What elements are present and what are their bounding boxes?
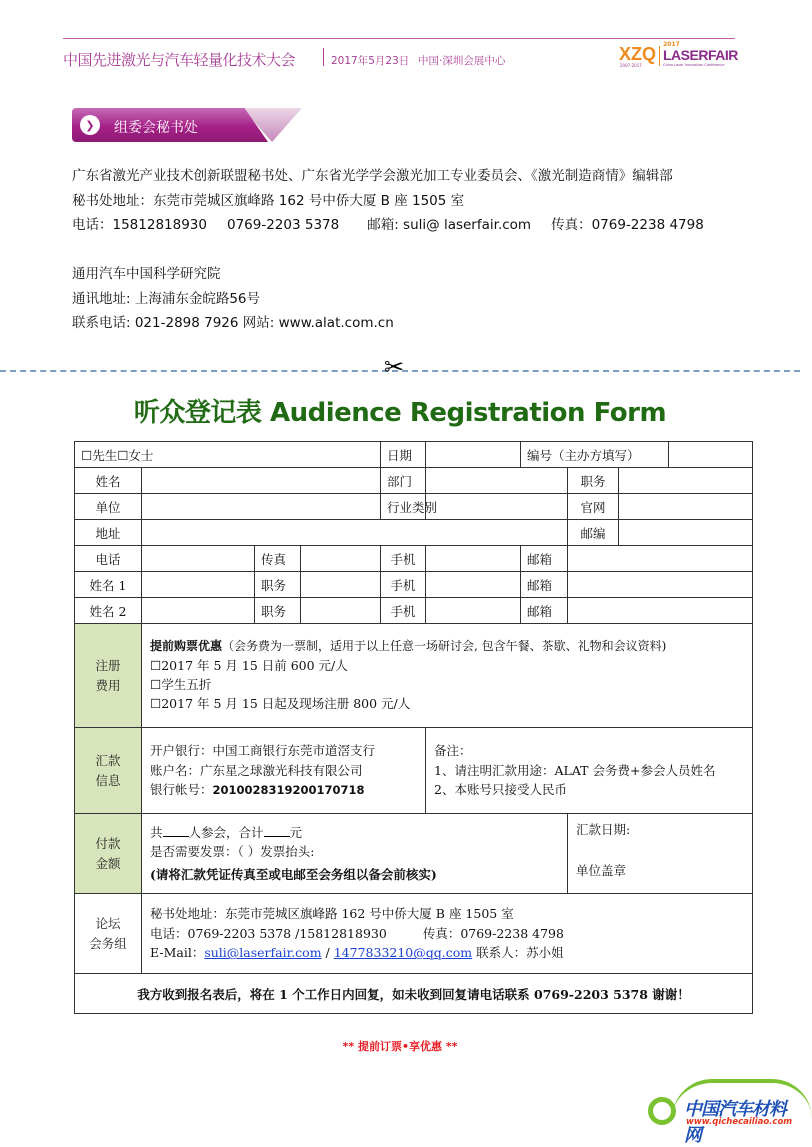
notes-title: 备注： bbox=[434, 743, 472, 759]
form-title: 听众登记表 Audience Registration Form bbox=[133, 398, 667, 428]
forum-fax: 传真：0769-2238 4798 bbox=[422, 925, 564, 941]
date-label: 日期 bbox=[381, 442, 426, 468]
position-label: 职务 bbox=[568, 468, 619, 494]
position-input[interactable] bbox=[619, 468, 753, 494]
attendee-mobile-input[interactable] bbox=[426, 598, 521, 624]
website-label: 官网 bbox=[568, 494, 619, 520]
forum-label-2: 会务组 bbox=[89, 935, 127, 951]
footer-note: 我方收到报名表后，将在 1 个工作日内回复，如未收到回复请电话联系 0769-2203 5378 谢谢！ bbox=[75, 974, 753, 1014]
email-link-qq[interactable]: 1477833210@qq.com bbox=[333, 945, 473, 961]
invoice-question: 是否需要发票：（ ）发票抬头: bbox=[150, 844, 315, 860]
account-name: 账户名：广东星之球激光科技有限公司 bbox=[150, 762, 363, 778]
email-separator: / bbox=[321, 945, 334, 961]
postcode-label: 邮编 bbox=[568, 520, 619, 546]
contact-label: 电话 bbox=[75, 546, 142, 572]
phone-mobile: 15812818930 bbox=[112, 217, 207, 233]
attendee-email-label: 邮箱 bbox=[521, 572, 568, 598]
attendee-email-input[interactable] bbox=[568, 572, 753, 598]
form-row-address bbox=[75, 520, 753, 546]
conference-date: 2017年5月23日 bbox=[331, 55, 410, 67]
attendee-position-input[interactable] bbox=[301, 572, 381, 598]
form-row-name bbox=[75, 468, 753, 494]
forum-label-1: 论坛 bbox=[95, 915, 121, 931]
attendee-position-label: 职务 bbox=[255, 572, 301, 598]
attendee-label: 姓名 2 bbox=[75, 598, 142, 624]
remit-notes bbox=[426, 728, 753, 814]
fee-label bbox=[75, 624, 142, 728]
attendee-count-blank[interactable] bbox=[163, 825, 189, 837]
payment-label-2: 金额 bbox=[95, 855, 121, 871]
chevron-right-icon: ❯ bbox=[80, 115, 100, 135]
note-2: 2、本账号只接受人民币 bbox=[434, 782, 568, 798]
forum-address: 秘书处地址：东莞市莞城区旗峰路 162 号中侨大厦 B 座 1505 室 bbox=[150, 906, 514, 922]
conference-title: 中国先进激光与汽车轻量化技术大会 bbox=[63, 51, 296, 69]
company-label: 单位 bbox=[75, 494, 142, 520]
attendee-email-label: 邮箱 bbox=[521, 598, 568, 624]
contact-label-3: 手机 bbox=[381, 546, 426, 572]
attendee-name-input[interactable] bbox=[142, 598, 255, 624]
contact-label-2: 传真 bbox=[255, 546, 301, 572]
form-row-fee bbox=[75, 624, 753, 728]
account-no-label: 银行帐号： bbox=[150, 781, 213, 797]
number-input[interactable] bbox=[669, 442, 753, 468]
banner-label: 组委会秘书处 bbox=[114, 120, 198, 136]
site-name: 中国汽车材料网 bbox=[684, 1099, 786, 1146]
promo-banner: ** 提前订票•享优惠 ** bbox=[342, 1040, 458, 1053]
email-link-laserfair[interactable]: suli@laserfair.com bbox=[204, 945, 322, 961]
attendee-label: 姓名 1 bbox=[75, 572, 142, 598]
fee-details bbox=[142, 624, 753, 728]
qichecailiao-logo bbox=[640, 1075, 800, 1146]
org1-address: 秘书处地址：东莞市莞城区旗峰路 162 号中侨大厦 B 座 1505 室 bbox=[72, 193, 465, 209]
attendee-position-input[interactable] bbox=[301, 598, 381, 624]
bank-name: 开户银行：中国工商银行东莞市道滘支行 bbox=[150, 743, 376, 759]
forum-label bbox=[75, 894, 142, 974]
fee-option-student[interactable]: ☐学生五折 bbox=[150, 677, 212, 693]
attendee-email-input[interactable] bbox=[568, 598, 753, 624]
secretariat-banner bbox=[72, 108, 302, 144]
fax: 传真：0769-2238 4798 bbox=[551, 217, 704, 233]
fee-heading: 提前购票优惠 bbox=[150, 639, 223, 654]
org2-contact: 联系电话: 021-2898 7926 网站: www.alat.com.cn bbox=[72, 315, 394, 331]
q-ring-icon bbox=[648, 1097, 676, 1125]
org2-name: 通用汽车中国科学研究院 bbox=[72, 266, 221, 282]
site-url: www.qichecailiao.com bbox=[686, 1117, 793, 1127]
payment-text-a: 共 bbox=[150, 824, 163, 840]
form-row-remit bbox=[75, 728, 753, 814]
forum-contact: 联系人：苏小姐 bbox=[472, 945, 564, 961]
date-input[interactable] bbox=[426, 442, 521, 468]
forum-phone: 电话：0769-2203 5378 /15812818930 bbox=[150, 925, 387, 941]
logo-xzq: XZQ bbox=[619, 44, 657, 64]
header-rule bbox=[63, 38, 735, 39]
fee-option-onsite[interactable]: ☐2017 年 5 月 15 日起及现场注册 800 元/人 bbox=[150, 696, 411, 712]
form-row-forum bbox=[75, 894, 753, 974]
salutation-cell[interactable] bbox=[75, 442, 381, 468]
form-row-attendee-1 bbox=[75, 572, 753, 598]
remit-label bbox=[75, 728, 142, 814]
header-separator bbox=[323, 48, 324, 66]
payment-label bbox=[75, 814, 142, 894]
scissors-icon: ✂ bbox=[384, 353, 405, 381]
forum-email-label: E-Mail： bbox=[150, 945, 205, 961]
form-row-company bbox=[75, 494, 753, 520]
payment-side bbox=[568, 814, 753, 894]
payment-label-1: 付款 bbox=[95, 835, 121, 851]
attendee-mobile-input[interactable] bbox=[426, 572, 521, 598]
fee-label-2: 费用 bbox=[95, 677, 121, 693]
note-1: 1、请注明汇款用途：ALAT 会务费+参会人员姓名 bbox=[434, 762, 716, 778]
payment-text-c: 元 bbox=[289, 824, 303, 840]
email: 邮箱: suli@ laserfair.com bbox=[367, 217, 532, 233]
attendee-position-label: 职务 bbox=[255, 598, 301, 624]
form-row-payment bbox=[75, 814, 753, 894]
fee-label-1: 注册 bbox=[95, 657, 121, 673]
name-input[interactable] bbox=[142, 468, 381, 494]
payment-text-b: 人参会，合计 bbox=[188, 824, 264, 840]
logo-brand: LASERFAIR bbox=[663, 47, 738, 63]
contact-label-4: 邮箱 bbox=[521, 546, 568, 572]
payment-instruction: (请将汇款凭证传真至或电邮至会务组以备会前核实) bbox=[150, 866, 437, 882]
total-amount-blank[interactable] bbox=[264, 825, 290, 837]
conference-venue: 中国·深圳会展中心 bbox=[418, 55, 506, 67]
industry-label: 行业类别 bbox=[381, 494, 426, 520]
logo-xzq-years: 2007-2017 bbox=[620, 63, 642, 68]
name-label: 姓名 bbox=[75, 468, 142, 494]
form-row-footer bbox=[75, 974, 753, 1014]
logo-subtitle: China Laser Innovation Conference bbox=[663, 63, 725, 67]
attendee-name-input[interactable] bbox=[142, 572, 255, 598]
org1-name: 广东省激光产业技术创新联盟秘书处、广东省光学学会激光加工专业委员会、《激光制造商情》编辑部 bbox=[72, 168, 673, 184]
remit-label-2: 信息 bbox=[95, 772, 121, 788]
website-input[interactable] bbox=[619, 494, 753, 520]
fee-heading-note: （会务费为一票制，适用于以上任意一场研讨会, 包含午餐、茶歇、礼物和会议资料) bbox=[222, 639, 667, 654]
postcode-input[interactable] bbox=[619, 520, 753, 546]
remit-date-label: 汇款日期: bbox=[576, 822, 631, 837]
attendee-mobile-label: 手机 bbox=[381, 598, 426, 624]
dept-input[interactable] bbox=[426, 468, 568, 494]
form-row-salutation bbox=[75, 442, 753, 468]
contact-input-3[interactable] bbox=[426, 546, 521, 572]
registration-form bbox=[74, 441, 753, 1014]
seal-label: 单位盖章 bbox=[576, 863, 627, 879]
fee-option-early[interactable]: ☐2017 年 5 月 15 日前 600 元/人 bbox=[150, 657, 348, 673]
industry-input[interactable] bbox=[426, 494, 568, 520]
salutation-checkboxes[interactable]: ☐先生☐女士 bbox=[81, 447, 154, 463]
remit-bank-info bbox=[142, 728, 426, 814]
contact-input-4[interactable] bbox=[568, 546, 753, 572]
logo-divider bbox=[659, 46, 660, 66]
dept-label: 部门 bbox=[381, 468, 426, 494]
logo-year: 2017 bbox=[663, 41, 680, 48]
org1-contacts bbox=[72, 213, 704, 233]
payment-details bbox=[142, 814, 568, 894]
laserfair-logo bbox=[615, 41, 740, 70]
number-label: 编号（主办方填写） bbox=[521, 442, 669, 468]
contact-input-1[interactable] bbox=[142, 546, 255, 572]
forum-details bbox=[142, 894, 753, 974]
account-number: 2010028319200170718 bbox=[212, 782, 365, 797]
contact-input-2[interactable] bbox=[301, 546, 381, 572]
phone-label: 电话： bbox=[72, 217, 113, 233]
remit-label-1: 汇款 bbox=[95, 752, 121, 768]
address-input[interactable] bbox=[142, 520, 568, 546]
company-input[interactable] bbox=[142, 494, 381, 520]
form-row-attendee-2 bbox=[75, 598, 753, 624]
org2-address: 通讯地址: 上海浦东金皖路56号 bbox=[72, 291, 261, 307]
phone-office: 0769-2203 5378 bbox=[226, 217, 340, 233]
address-label: 地址 bbox=[75, 520, 142, 546]
form-row-contact bbox=[75, 546, 753, 572]
attendee-mobile-label: 手机 bbox=[381, 572, 426, 598]
